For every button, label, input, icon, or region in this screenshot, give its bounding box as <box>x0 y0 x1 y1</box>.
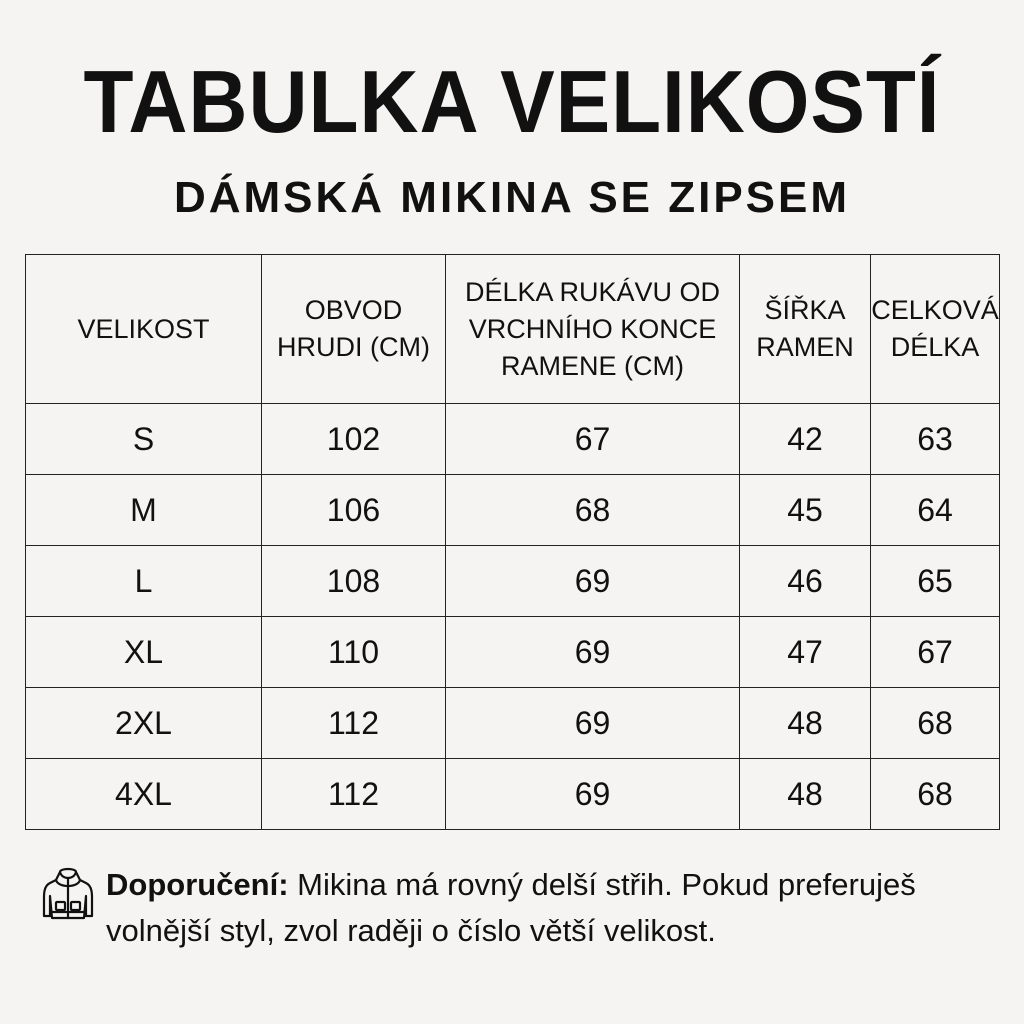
table-row <box>26 404 1000 475</box>
cell-sleeve: 69 <box>446 546 740 617</box>
cell-shoulder: 42 <box>740 404 871 475</box>
cell-shoulder: 48 <box>740 759 871 830</box>
header-chest: OBVOD HRUDI (CM) <box>262 255 446 404</box>
page-subtitle: DÁMSKÁ MIKINA SE ZIPSEM <box>173 173 851 222</box>
note-text <box>106 862 996 954</box>
header-shoulder-width: ŠÍŘKA RAMEN <box>740 255 871 404</box>
cell-sleeve: 68 <box>446 475 740 546</box>
cell-sleeve: 67 <box>446 404 740 475</box>
cell-size: XL <box>26 617 262 688</box>
cell-size: M <box>26 475 262 546</box>
cell-chest: 112 <box>262 759 446 830</box>
cell-length: 68 <box>871 688 1000 759</box>
size-table <box>25 254 1000 830</box>
cell-chest: 110 <box>262 617 446 688</box>
header-total-length: CELKOVÁ DÉLKA <box>871 255 1000 404</box>
cell-chest: 106 <box>262 475 446 546</box>
cell-sleeve: 69 <box>446 688 740 759</box>
cell-shoulder: 46 <box>740 546 871 617</box>
cell-length: 68 <box>871 759 1000 830</box>
cell-size: S <box>26 404 262 475</box>
cell-length: 67 <box>871 617 1000 688</box>
cell-length: 65 <box>871 546 1000 617</box>
note-body: Mikina má rovný delší střih. Pokud preferuješ volnější styl, zvol raději o číslo větší velikost. <box>106 867 916 948</box>
cell-length: 63 <box>871 404 1000 475</box>
table-header-row <box>26 255 1000 404</box>
table-row <box>26 475 1000 546</box>
cell-chest: 112 <box>262 688 446 759</box>
table-row <box>26 688 1000 759</box>
cell-shoulder: 48 <box>740 688 871 759</box>
table-row <box>26 617 1000 688</box>
cell-sleeve: 69 <box>446 759 740 830</box>
table-row <box>26 759 1000 830</box>
cell-sleeve: 69 <box>446 617 740 688</box>
cell-size: 4XL <box>26 759 262 830</box>
cell-chest: 102 <box>262 404 446 475</box>
cell-shoulder: 47 <box>740 617 871 688</box>
cell-length: 64 <box>871 475 1000 546</box>
header-size: VELIKOST <box>26 255 262 404</box>
header-sleeve-length: DÉLKA RUKÁVU OD VRCHNÍHO KONCE RAMENE (CM) <box>446 255 740 404</box>
cell-shoulder: 45 <box>740 475 871 546</box>
note-label: Doporučení: <box>106 867 289 902</box>
cell-size: L <box>26 546 262 617</box>
page-title: TABULKA VELIKOSTÍ <box>83 52 941 151</box>
cell-chest: 108 <box>262 546 446 617</box>
table-row <box>26 546 1000 617</box>
hoodie-icon <box>42 866 94 922</box>
cell-size: 2XL <box>26 688 262 759</box>
